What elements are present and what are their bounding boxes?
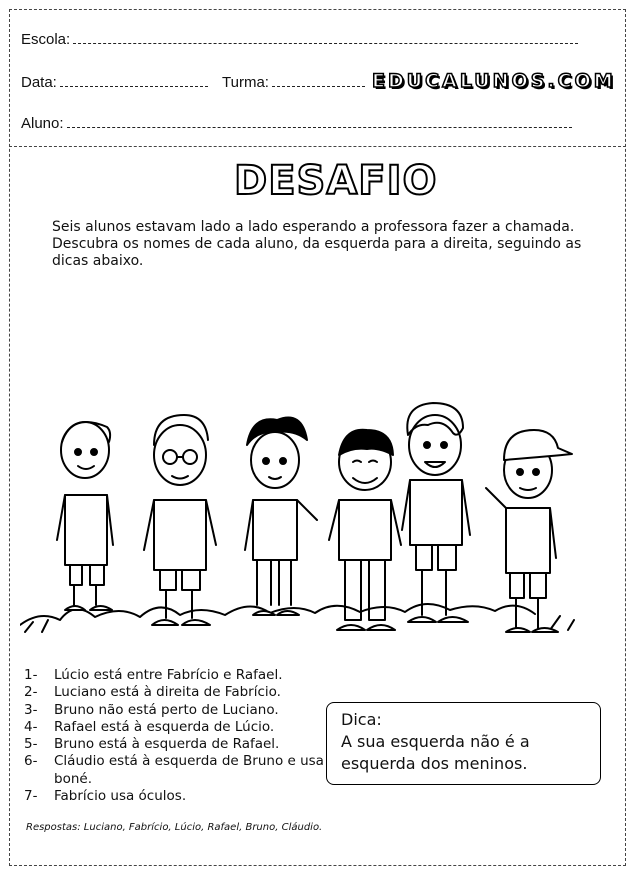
brand-logo: EDUCALUNOS.COM xyxy=(372,70,616,92)
answers-text: Respostas: Luciano, Fabrício, Lúcio, Rafael, Bruno, Cláudio. xyxy=(26,822,323,833)
class-line[interactable] xyxy=(272,86,365,87)
school-field xyxy=(21,31,578,48)
date-line[interactable] xyxy=(60,86,208,87)
student-4 xyxy=(329,430,401,630)
tip-text: A sua esquerda não é a esquerda dos meninos. xyxy=(341,732,530,773)
student-2 xyxy=(144,415,216,625)
clues-list xyxy=(24,667,334,805)
page-title: DESAFIO xyxy=(234,158,438,204)
clue-item: 5- Bruno está à esquerda de Rafael. xyxy=(24,736,280,753)
student-field xyxy=(21,115,572,132)
student-1 xyxy=(57,422,113,610)
intro-text: Seis alunos estavam lado a lado esperando a professora fazer a chamada. Descubra os nomes de cada aluno, da esquerda para a direita, seguindo as dicas abaixo. xyxy=(52,219,582,269)
school-label: Escola: xyxy=(21,31,71,48)
date-label: Data: xyxy=(21,74,57,91)
clue-item: 1- Lúcio está entre Fabrício e Rafael. xyxy=(24,667,283,683)
student-5 xyxy=(402,403,470,622)
student-line[interactable] xyxy=(67,127,572,128)
class-label: Turma: xyxy=(222,74,269,91)
school-line[interactable] xyxy=(73,43,578,44)
six-students-illustration xyxy=(20,400,590,650)
clue-item: 7- Fabrício usa óculos. xyxy=(24,788,187,805)
student-6 xyxy=(486,430,572,632)
tip-box xyxy=(326,702,601,785)
tip-title: Dica: xyxy=(341,710,382,729)
student-label: Aluno: xyxy=(21,115,64,132)
clue-item: 3- Bruno não está perto de Luciano. xyxy=(24,701,279,718)
class-field xyxy=(222,74,365,91)
clue-item: 2- Luciano está à direita de Fabrício. xyxy=(24,684,281,701)
date-field xyxy=(21,74,208,91)
clue-item: 6- Cláudio está à esquerda de Bruno e usa boné. xyxy=(24,753,324,787)
header-separator xyxy=(9,146,626,147)
clue-item: 4- Rafael está à esquerda de Lúcio. xyxy=(24,718,275,735)
student-3 xyxy=(245,418,317,616)
